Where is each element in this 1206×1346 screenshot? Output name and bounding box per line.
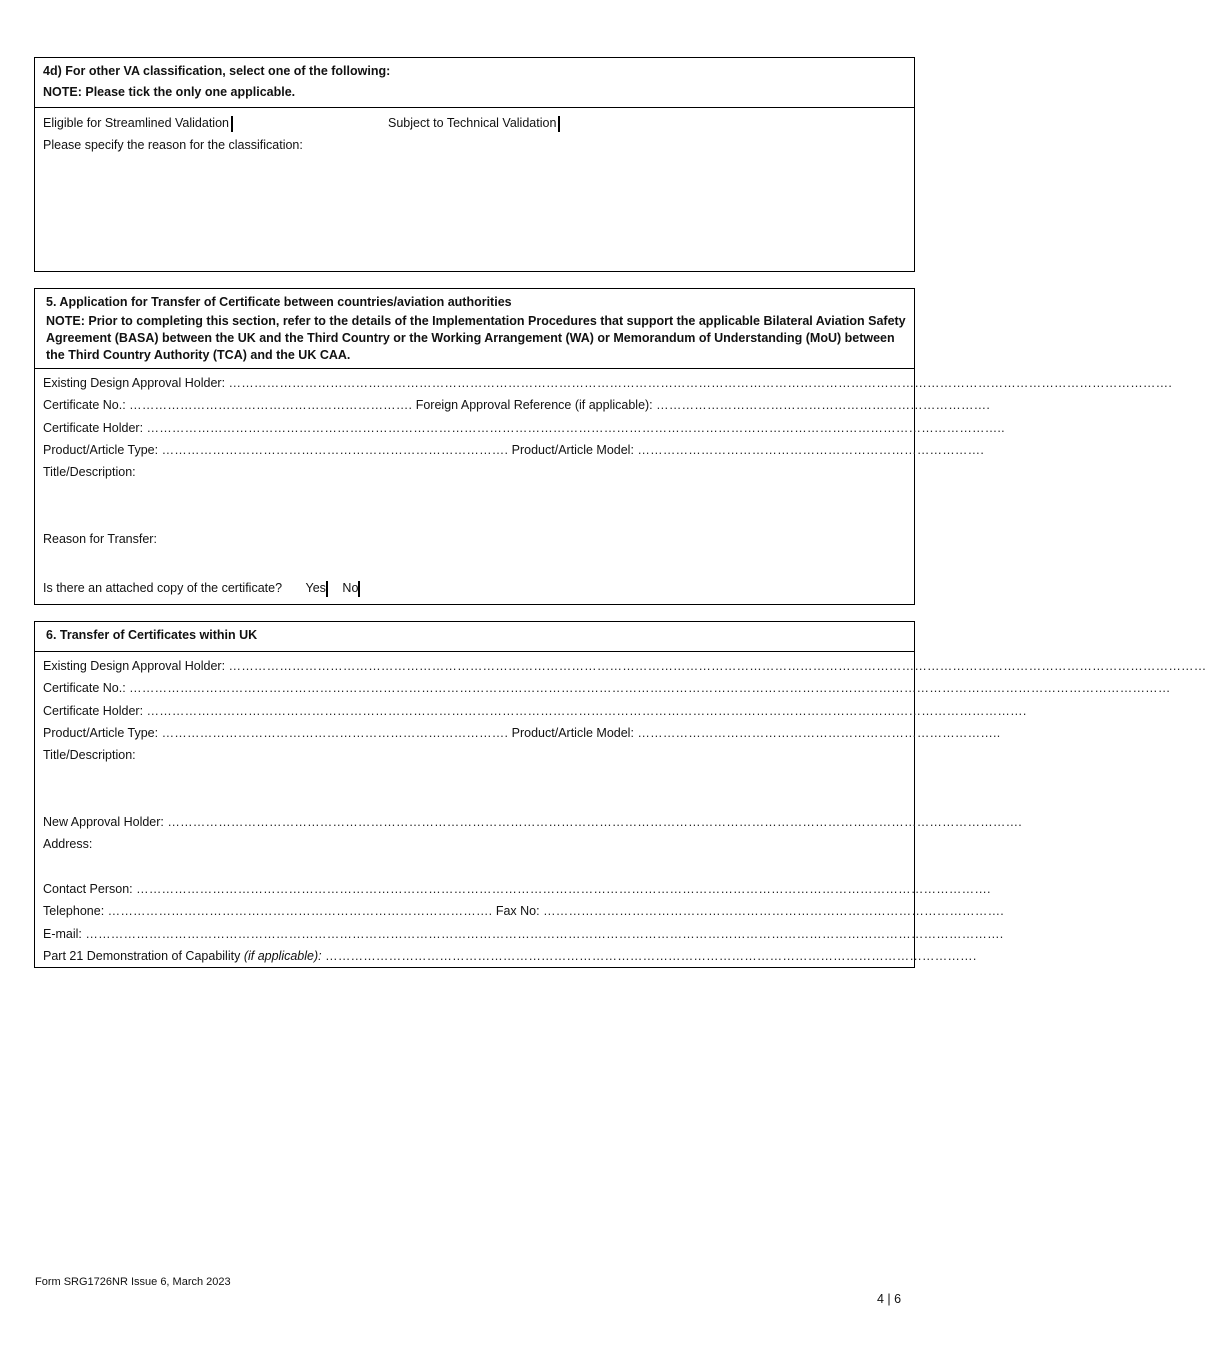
email-label: E-mail: — [43, 926, 82, 941]
s6-product-type-field[interactable]: ………………………………………………………………………. — [161, 725, 509, 740]
s6-product-model-field[interactable]: ………………………………………………………………………….. — [637, 725, 1001, 740]
s6-product-type-label: Product/Article Type: — [43, 725, 159, 740]
streamlined-label: Eligible for Streamlined Validation — [43, 116, 229, 130]
attached-copy-label: Is there an attached copy of the certificate? — [43, 581, 283, 596]
technical-label: Subject to Technical Validation — [388, 116, 557, 130]
reason-classification-label: Please specify the reason for the classification: — [43, 138, 303, 153]
s6-cert-no-label: Certificate No.: — [43, 681, 126, 696]
yes-label: Yes — [305, 581, 326, 596]
s6-cert-holder-label: Certificate Holder: — [43, 703, 144, 718]
no-checkbox[interactable] — [358, 581, 360, 597]
cert-no-label: Certificate No.: — [43, 398, 126, 413]
email-field[interactable]: ………………………………………………………………………………………………………………………………………………………………………………………………. — [85, 926, 1004, 941]
section-6 — [34, 621, 1206, 968]
reason-transfer-label: Reason for Transfer: — [43, 532, 157, 547]
telephone-field[interactable]: ………………………………………………………………………………. — [107, 904, 493, 919]
foreign-ref-field[interactable]: ……………………………………………………………………. — [656, 398, 991, 413]
fax-field[interactable]: ………………………………………………………………………………………………. — [543, 904, 1004, 919]
new-holder-field[interactable]: …………………………………………………………………………………………………………………………………………………………………………………. — [167, 815, 1022, 830]
no-label: No — [342, 581, 359, 596]
page-number: 4 | 6 — [877, 1292, 902, 1306]
product-type-field[interactable]: ………………………………………………………………………. — [161, 442, 509, 457]
part21-note: (if applicable): — [243, 948, 322, 963]
section-5-title: 5. Application for Transfer of Certificate between countries/aviation authorities — [46, 295, 512, 309]
address-label: Address: — [43, 837, 93, 852]
product-model-label: Product/Article Model: — [511, 442, 634, 457]
fax-label: Fax No: — [495, 904, 540, 919]
cert-holder-field[interactable]: ………………………………………………………………………………………………………………………………………………………………………………….. — [146, 420, 1005, 435]
s6-existing-holder-label: Existing Design Approval Holder: — [43, 659, 226, 673]
s6-existing-holder-field[interactable]: …………………………………………………………………………………………………………………………………………………………………………………………………………… — [228, 659, 1206, 673]
existing-holder-label: Existing Design Approval Holder: — [43, 376, 226, 390]
section-4d — [34, 57, 915, 272]
telephone-label: Telephone: — [43, 904, 105, 919]
product-model-field[interactable]: ………………………………………………………………………. — [637, 442, 984, 457]
existing-holder-field[interactable]: ……………………………………………………………………………………………………………………………………………………………………………………………………. — [228, 376, 1173, 390]
part21-field[interactable]: ………………………………………………………………………………………………………………………………………. — [325, 948, 977, 963]
contact-field[interactable]: …………………………………………………………………………………………………………………………………………………………………………………. — [136, 881, 991, 896]
section-5-note: NOTE: Prior to completing this section, refer to the details of the Implementation Procedures that support the applicable Bilateral Aviation Safety Agreement (BASA) between the UK and the Third Country or the Working Arrangement (WA) or Memorandum of Understanding (MoU) between the Third Country Authority (TCA) and the UK CAA. — [46, 314, 906, 362]
new-holder-label: New Approval Holder: — [43, 815, 164, 830]
s6-cert-holder-field[interactable]: ………………………………………………………………………………………………………………………………………………………………………………………. — [146, 703, 1027, 718]
cert-holder-label: Certificate Holder: — [43, 420, 144, 435]
title-desc-label: Title/Description: — [43, 465, 136, 480]
part21-label: Part 21 Demonstration of Capability — [43, 948, 241, 963]
foreign-ref-label: Foreign Approval Reference (if applicable): — [415, 398, 653, 413]
product-type-label: Product/Article Type: — [43, 442, 159, 457]
form-id: Form SRG1726NR Issue 6, March 2023 — [35, 1276, 231, 1288]
s6-product-model-label: Product/Article Model: — [511, 725, 634, 740]
cert-no-field[interactable]: …………………………………………………………. — [129, 398, 413, 413]
section-4d-note: NOTE: Please tick the only one applicable. — [43, 85, 296, 99]
s6-cert-no-field[interactable]: ………………………………………………………………………………………………………………………………………………………………………………………………………………………… — [129, 681, 1171, 696]
section-6-title: 6. Transfer of Certificates within UK — [46, 628, 258, 642]
s6-title-desc-label: Title/Description: — [43, 748, 136, 763]
streamlined-checkbox[interactable] — [231, 116, 233, 132]
contact-label: Contact Person: — [43, 881, 133, 896]
section-4d-title: 4d) For other VA classification, select one of the following: — [43, 64, 391, 78]
technical-checkbox[interactable] — [558, 116, 560, 132]
section-5 — [34, 288, 1173, 605]
yes-checkbox[interactable] — [326, 581, 328, 597]
